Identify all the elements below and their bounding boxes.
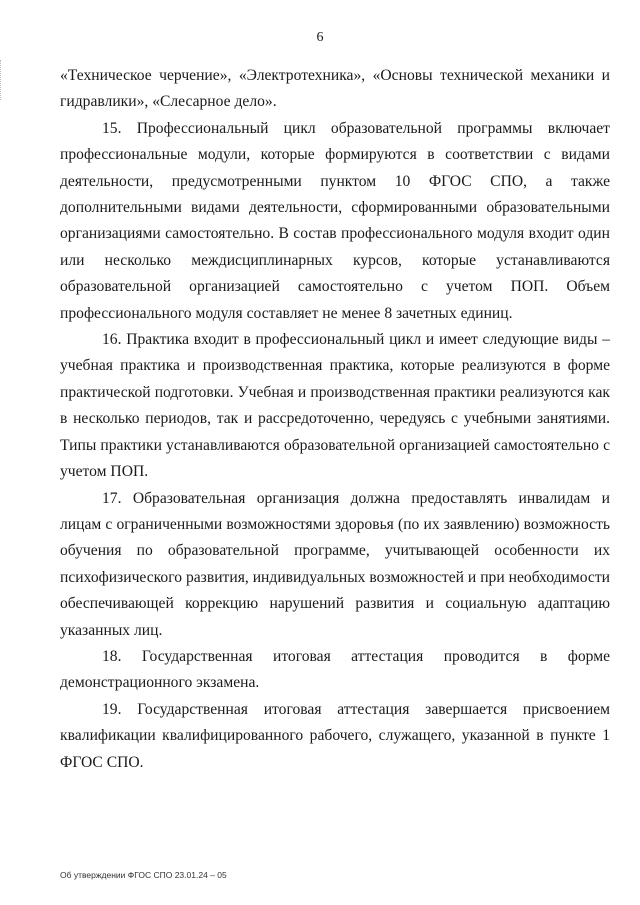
- scan-edge-marks: [0, 60, 5, 100]
- footer-document-reference: Об утверждении ФГОС СПО 23.01.24 – 05: [60, 870, 227, 880]
- paragraph-17: 17. Образовательная организация должна предоставлять инвалидам и лицам с ограниченными возможностями здоровья (по их заявлению) возможность обучения по образовательной программе, учитывающей особенности их психофизического развития, индивидуальных возможностей и при необходимости обеспечивающей коррекцию нарушений развития и социальную адаптацию указанных лиц.: [60, 489, 610, 639]
- document-body: [60, 63, 610, 776]
- page-number: 6: [316, 30, 324, 45]
- paragraph-19: 19. Государственная итоговая аттестация завершается присвоением квалификации квалифицированного рабочего, служащего, указанной в пункте 1 ФГОС СПО.: [60, 700, 610, 771]
- paragraph-18: 18. Государственная итоговая аттестация проводится в форме демонстрационного экзамена.: [60, 647, 610, 692]
- paragraph-16: 16. Практика входит в профессиональный цикл и имеет следующие виды – учебная практика и производственная практика, которые реализуются в форме практической подготовки. Учебная и производственная практики реализуются как в несколько периодов, так и рассредоточенно, чередуясь с учебными занятиями. Типы практики устанавливаются образовательной организацией самостоятельно с учетом ПОП.: [60, 331, 610, 481]
- paragraph-15: 15. Профессиональный цикл образовательной программы включает профессиональные модули, которые формируются в соответствии с видами деятельности, предусмотренными пунктом 10 ФГОС СПО, а также дополнительными видами деятельности, сформированными образовательными организациями самостоятельно. В состав профессионального модуля входит один или несколько междисциплинарных курсов, которые устанавливаются образовательной организацией самостоятельно с учетом ПОП. Объем профессионального модуля составляет не менее 8 зачетных единиц.: [60, 119, 610, 322]
- intro-paragraph: «Техническое черчение», «Электротехника», «Основы технической механики и гидравлики», «Слесарное дело».: [60, 67, 610, 111]
- numbered-paragraphs: [60, 116, 610, 776]
